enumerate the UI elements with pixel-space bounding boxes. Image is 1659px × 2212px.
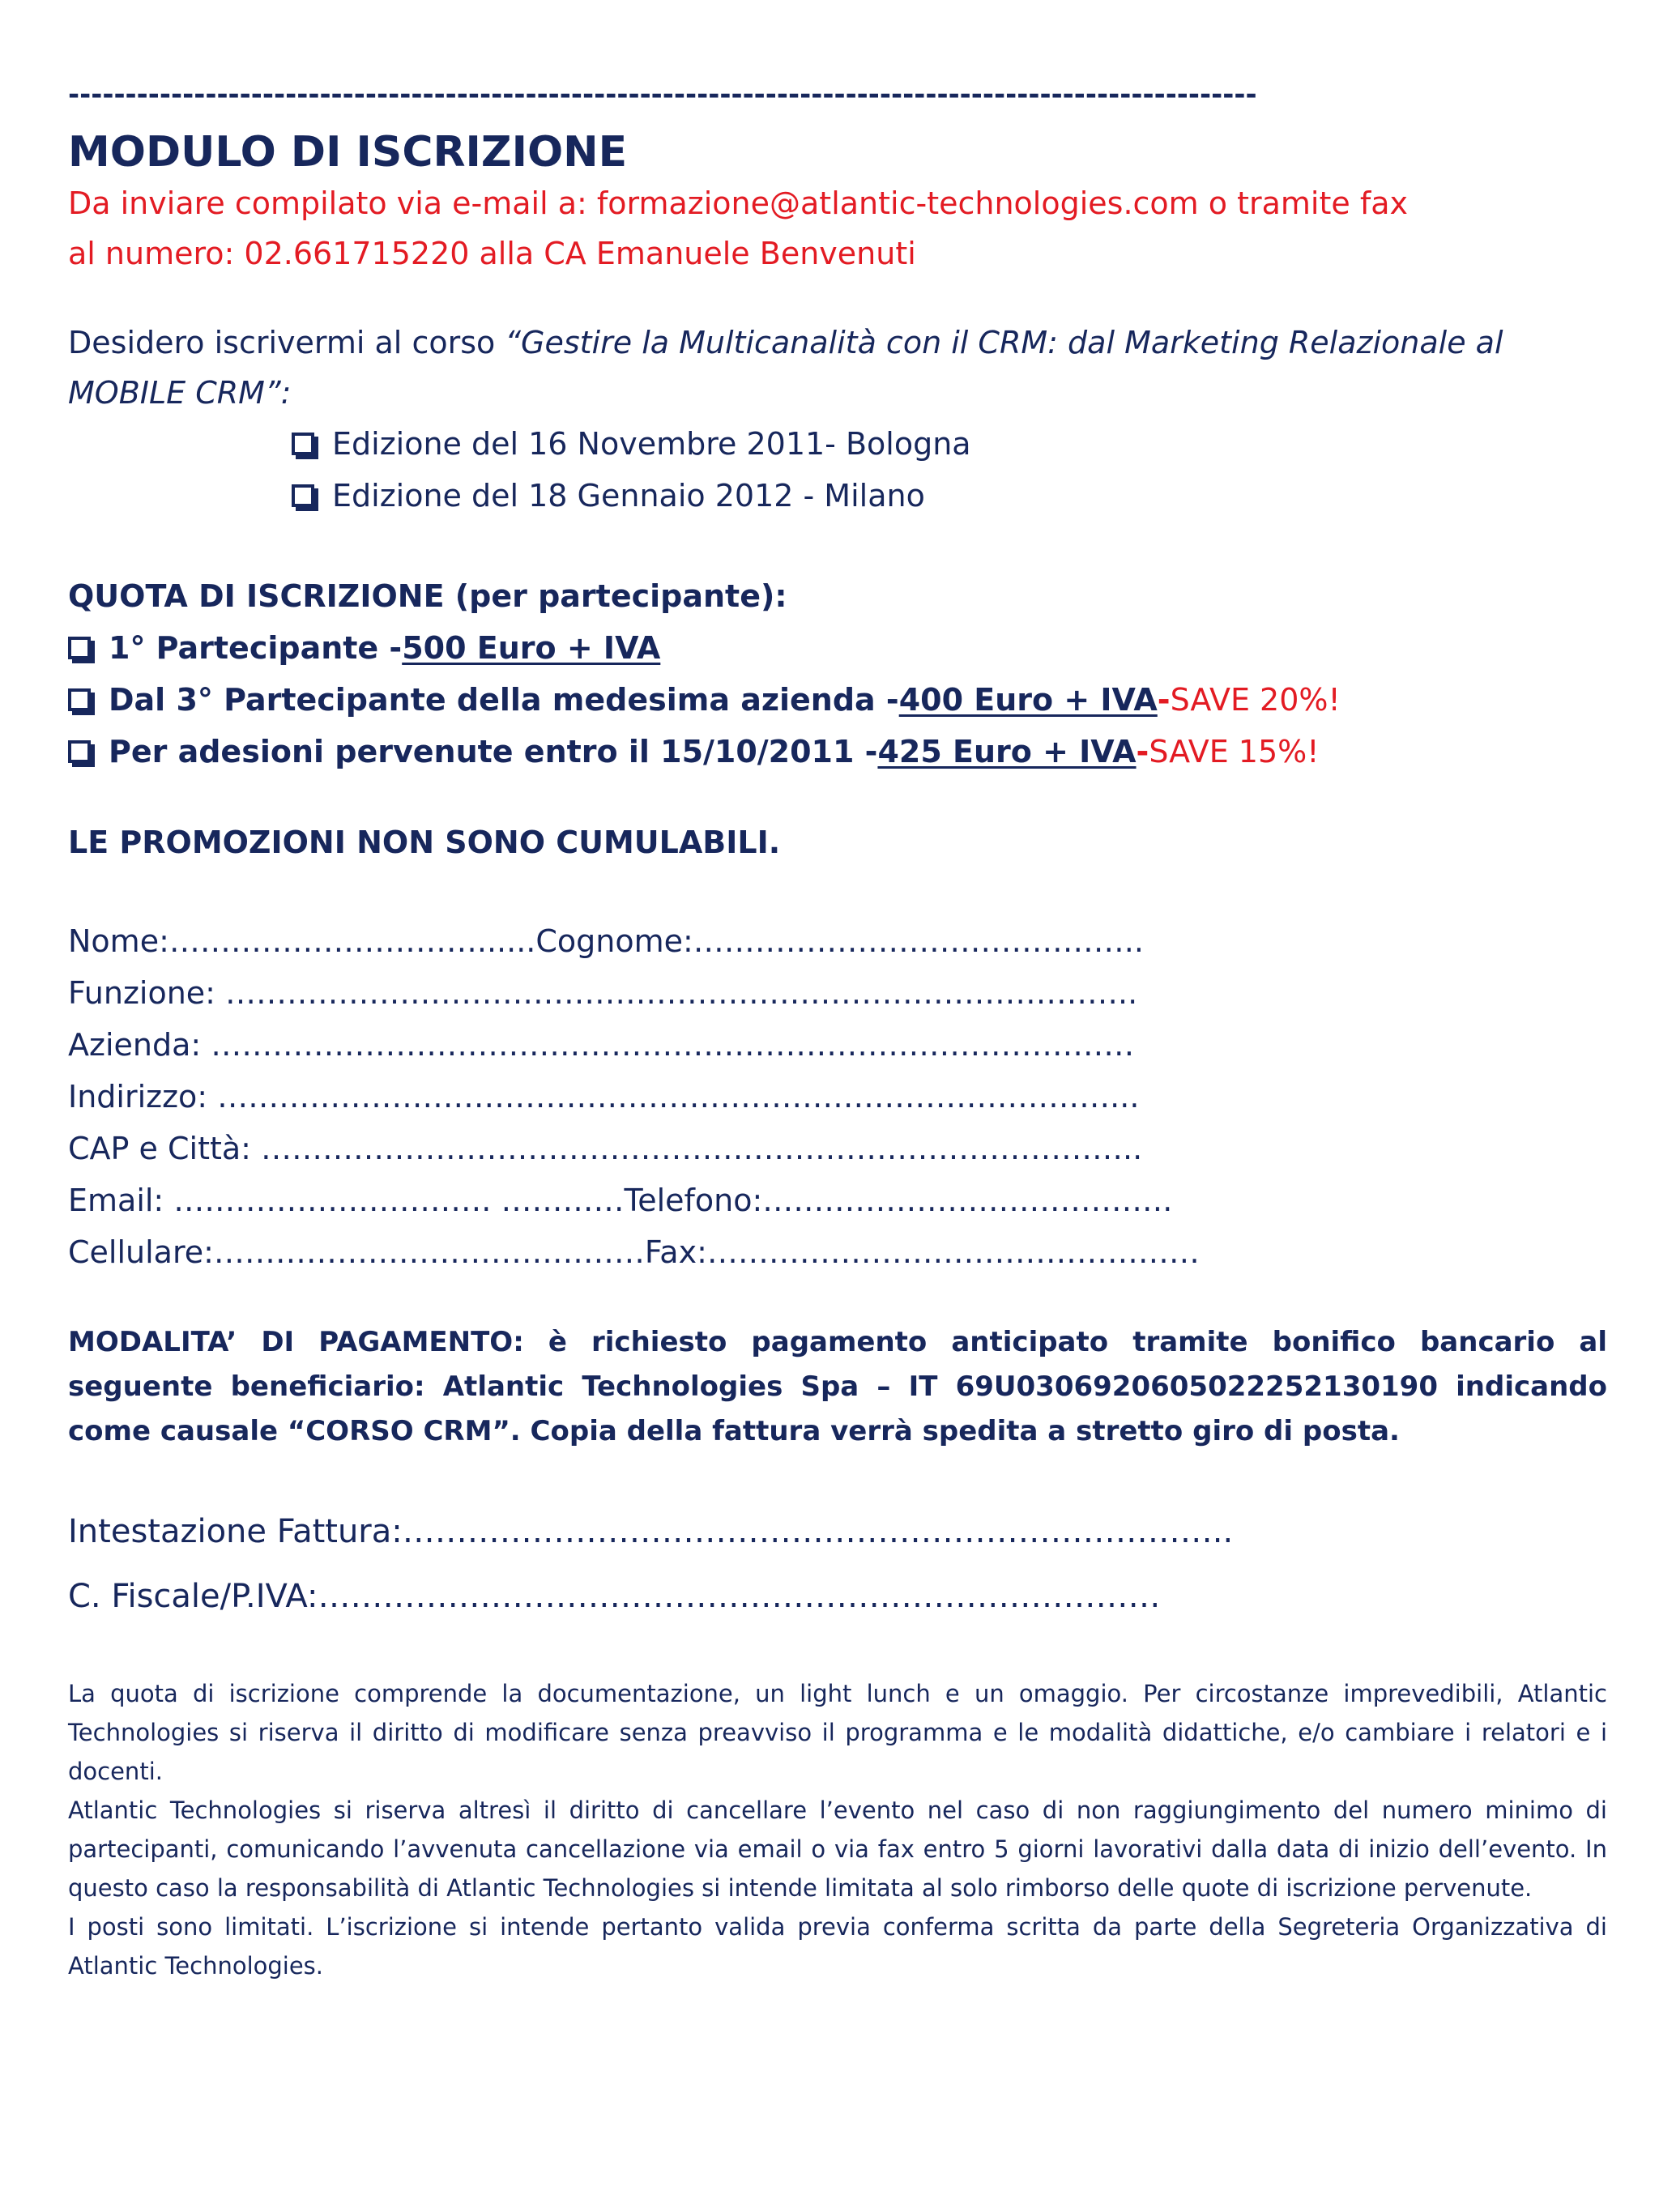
fee-title: QUOTA DI ISCRIZIONE (per partecipante):: [68, 578, 787, 614]
promotions-note: LE PROMOZIONI NON SONO CUMULABILI.: [68, 825, 781, 860]
fee-dash: -: [1157, 682, 1171, 718]
checkbox-icon[interactable]: [292, 433, 314, 455]
payment-terms: MODALITA’ DI PAGAMENTO: è richiesto pagamento anticipato tramite bonifico bancario al seguente beneficiario: Atlantic Technologies Spa – IT 69U0306920605022252130190 indicando come causale “CORSO CRM”. Copia della fattura verrà spedita a stretto giro di posta.: [68, 1326, 1607, 1447]
save-badge: SAVE 15%!: [1149, 734, 1320, 769]
send-instructions-line-1: Da inviare compilato via e-mail a: formazione@atlantic-technologies.com o tramite fax: [68, 185, 1408, 221]
fee-section: [68, 570, 1607, 868]
fee-label: Per adesioni pervenute entro il 15/10/2011 -: [109, 734, 878, 769]
send-instructions: [68, 178, 1607, 279]
edition-option-milano[interactable]: [292, 470, 1607, 522]
fee-option-early-booking[interactable]: [68, 726, 1607, 778]
fee-price: 500 Euro + IVA: [402, 630, 661, 666]
edition-label: Edizione del 16 Novembre 2011- Bologna: [332, 426, 971, 462]
intro-prefix: Desidero iscrivermi al corso: [68, 325, 505, 360]
send-instructions-line-2: al numero: 02.661715220 alla CA Emanuele Benvenuti: [68, 236, 916, 271]
edition-options: [292, 418, 1607, 522]
terms-paragraph: Atlantic Technologies si riserva altresì il diritto di cancellare l’evento nel caso di non raggiungimento del numero minimo di partecipanti, comunicando l’avvenuta cancellazione via email o via fax entro 5 giorni lavorativi dalla data di inizio dell’evento. In questo caso la responsabilità di Atlantic Technologies si intende limitata al solo rimborso delle quote di iscrizione pervenute.: [68, 1796, 1607, 1902]
participant-fields: [68, 915, 1607, 1278]
terms-fineprint: [68, 1674, 1607, 1985]
fee-price: 425 Euro + IVA: [877, 734, 1137, 769]
course-intro: [68, 318, 1607, 418]
save-badge: SAVE 20%!: [1170, 682, 1341, 718]
mobile-fax-field[interactable]: Cellulare:……………………………………Fax:…………………………………………: [68, 1234, 1200, 1270]
fee-price: 400 Euro + IVA: [898, 682, 1158, 718]
edition-option-bologna[interactable]: [292, 418, 1607, 470]
fee-label: Dal 3° Partecipante della medesima azienda -: [109, 682, 899, 718]
edition-label: Edizione del 18 Gennaio 2012 - Milano: [332, 478, 925, 514]
zip-city-field[interactable]: CAP e Città: …………………………………………………………………………..: [68, 1131, 1143, 1166]
form-title: MODULO DI ISCRIZIONE: [68, 128, 628, 177]
fee-option-third-participant[interactable]: [68, 674, 1607, 726]
role-field[interactable]: Funzione: ……………………………………………………………………………..: [68, 975, 1138, 1011]
dashed-separator: --------------------------------------------------------------------------------------------------------: [68, 81, 1257, 109]
invoice-name-field[interactable]: Intestazione Fattura:…………………………………………………………………..: [68, 1513, 1234, 1550]
tax-id-field[interactable]: C. Fiscale/P.IVA:……………………………………………………………………: [68, 1578, 1161, 1615]
name-surname-field[interactable]: Nome:…………………………......Cognome:……………………………………..: [68, 923, 1144, 959]
fee-dash: -: [1136, 734, 1149, 769]
company-field[interactable]: Azienda: ………………………………………………………………………………: [68, 1027, 1135, 1063]
course-title: “Gestire la Multicanalità con il CRM: dal Marketing Relazionale al MOBILE CRM”:: [68, 325, 1503, 411]
terms-paragraph: I posti sono limitati. L’iscrizione si intende pertanto valida previa conferma scritta da parte della Segreteria Organizzativa di Atlantic Technologies.: [68, 1913, 1607, 1980]
fee-option-first-participant[interactable]: [68, 622, 1607, 674]
fee-label: 1° Partecipante -: [109, 630, 403, 666]
checkbox-icon[interactable]: [68, 688, 91, 711]
checkbox-icon[interactable]: [68, 637, 91, 659]
checkbox-icon[interactable]: [68, 740, 91, 763]
registration-form-page: [68, 81, 1607, 1985]
terms-paragraph: La quota di iscrizione comprende la documentazione, un light lunch e un omaggio. Per circostanze imprevedibili, Atlantic Technologies si riserva il diritto di modificare senza preavviso il programma e le modalità didattiche, e/o cambiare i relatori e i docenti.: [68, 1680, 1607, 1785]
invoice-fields: [68, 1499, 1607, 1629]
address-field[interactable]: Indirizzo: ……………………………………………………………………………...: [68, 1079, 1140, 1115]
email-phone-field[interactable]: Email: …………………………. …………Telefono:………………………………….: [68, 1183, 1173, 1218]
checkbox-icon[interactable]: [292, 484, 314, 507]
